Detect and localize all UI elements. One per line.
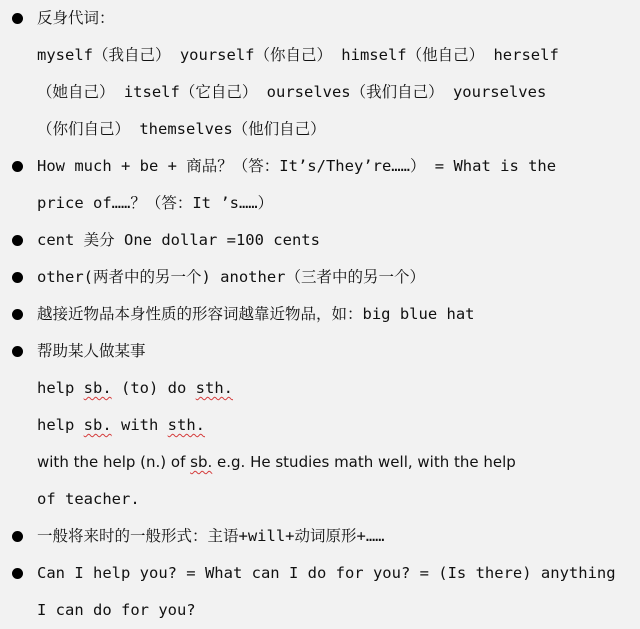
line-reflexive-heading [0, 0, 640, 37]
line-text: I can do for you? [37, 601, 196, 619]
text-run: help [37, 379, 84, 397]
spellcheck-word: sth. [167, 416, 205, 434]
line-text [37, 370, 233, 407]
line-price-question-cont [0, 185, 640, 222]
spellcheck-word: sth. [195, 379, 233, 397]
line-future-tense [0, 518, 640, 555]
bullet-icon [12, 161, 23, 172]
spellcheck-word: sb. [190, 453, 213, 471]
bullet-icon [12, 531, 23, 542]
text-run: (to) do [111, 379, 196, 397]
line-adjective-order [0, 296, 640, 333]
bullet-icon [12, 272, 23, 283]
line-text: price of……？（答：It ’s……） [37, 194, 274, 212]
line-text [37, 444, 516, 481]
bullet-icon [12, 346, 23, 357]
spellcheck-word: sb. [83, 416, 112, 434]
line-text: 越接近物品本身性质的形容词越靠近物品，如：big blue hat [37, 305, 475, 323]
bullet-icon [12, 568, 23, 579]
line-reflexive-list-2 [0, 74, 640, 111]
line-can-i-help-cont [0, 592, 640, 629]
line-help-to-do [0, 370, 640, 407]
text-run: help [37, 416, 84, 434]
line-text: of teacher. [37, 490, 140, 508]
line-text: How much + be + 商品？（答：It’s/They’re……） = What is the [37, 157, 557, 175]
spellcheck-word: sb. [83, 379, 112, 397]
line-of-teacher [0, 481, 640, 518]
line-text: other(两者中的另一个) another（三者中的另一个） [37, 268, 425, 286]
line-cent [0, 222, 640, 259]
line-text: Can I help you? = What can I do for you? = (Is there) anything [37, 564, 616, 582]
line-help-heading [0, 333, 640, 370]
text-run: with [111, 416, 168, 434]
line-with-the-help [0, 444, 640, 481]
text-run: e.g. He studies math well, with the help [212, 453, 516, 471]
bullet-icon [12, 235, 23, 246]
line-can-i-help [0, 555, 640, 592]
line-text: myself（我自己） yourself（你自己） himself（他自己） herself [37, 46, 559, 64]
text-run: with the help (n.) of [37, 453, 191, 471]
line-other-another [0, 259, 640, 296]
line-text: 反身代词： [37, 9, 115, 27]
line-text: 帮助某人做某事 [37, 342, 146, 360]
line-reflexive-list-1 [0, 37, 640, 74]
line-reflexive-list-3 [0, 111, 640, 148]
bullet-icon [12, 13, 23, 24]
line-text: （你们自己） themselves（他们自己） [37, 120, 326, 138]
line-text: （她自己） itself（它自己） ourselves（我们自己） yourselves [37, 83, 547, 101]
line-text: cent 美分 One dollar =100 cents [37, 231, 320, 249]
line-text [37, 407, 205, 444]
bullet-icon [12, 309, 23, 320]
line-text: 一般将来时的一般形式：主语+will+动词原形+…… [37, 527, 385, 545]
line-price-question [0, 148, 640, 185]
line-help-with [0, 407, 640, 444]
